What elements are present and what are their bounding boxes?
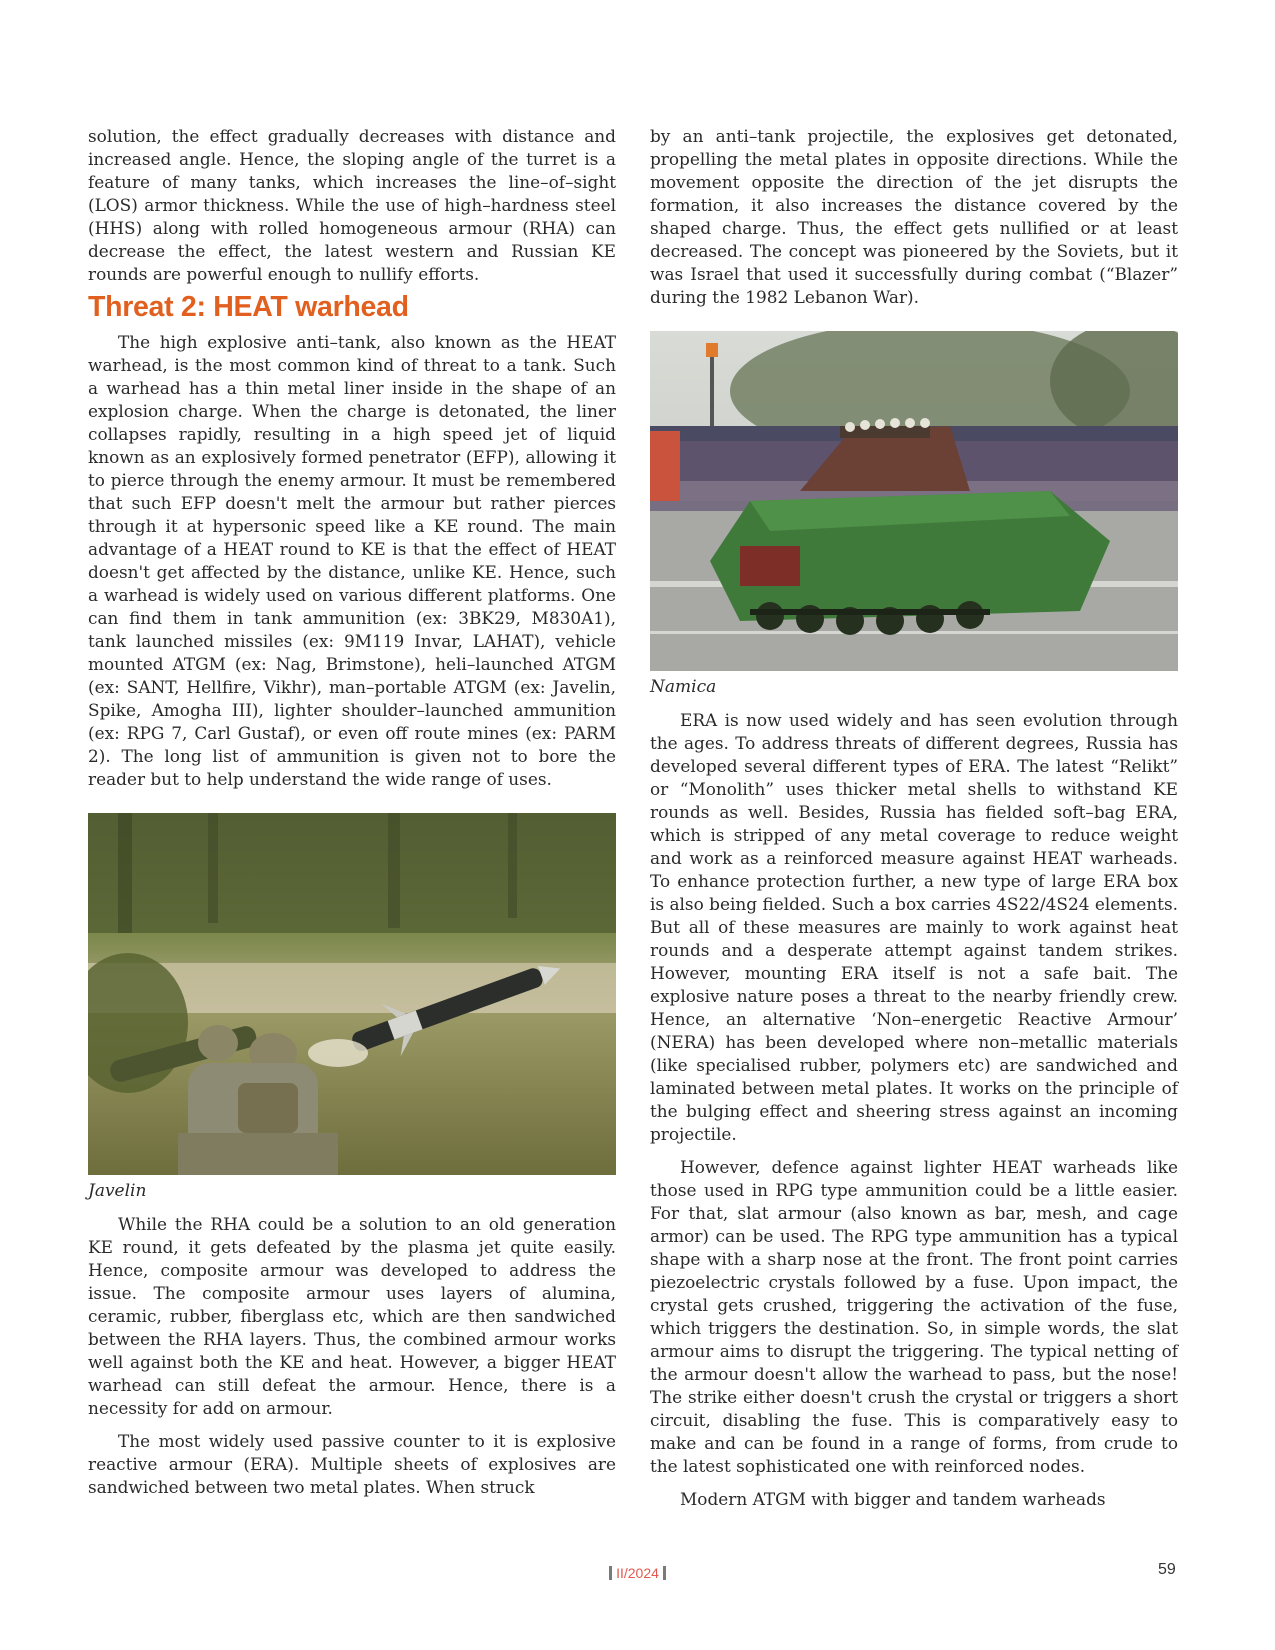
javelin-illustration (88, 813, 616, 1175)
paragraph-heat: The high explosive anti–tank, also known as the HEAT warhead, is the most common kind of threat to a tank. Such a warhead has a thin metal liner inside in the shape of an explosion charge. When the charge is detonated, the liner collapses rapidly, resulting in a high speed jet of liquid known as an explosively formed penetrator (EFP), allowing it to pierce through the enemy armour. It must be remembered that such EFP doesn't melt the armour but rather pierces through it at hypersonic speed like a KE round. The main advantage of a HEAT round to KE is that the effect of HEAT doesn't get affected by the distance, unlike KE. Hence, such a warhead is widely used on various different platforms. One can find them in tank ammunition (ex: 3BK29, M830A1), tank launched missiles (ex: 9M119 Invar, LAHAT), vehicle mounted ATGM (ex: Nag, Brimstone), heli–launched ATGM (ex: SANT, Hellfire, Vikhr), man–portable ATGM (ex: Javelin, Spike, Amogha III), lighter shoulder–launched ammunition (ex: RPG 7, Carl Gustaf), or even off route mines (ex: PARM 2). The long list of ammunition is given not to bore the reader but to help understand the wide range of uses. (88, 332, 616, 789)
paragraph-era-evolution: ERA is now used widely and has seen evolution through the ages. To address threats of different degrees, Russia has developed several different types of ERA. The latest “Relikt” or “Monolith” uses thicker metal shells to withstand KE rounds as well. Besides, Russia has fielded soft–bag ERA, which is stripped of any metal coverage to reduce weight and work as a reinforced measure against HEAT warheads. To enhance protection further, a new type of large ERA box is also being fielded. Such a box carries 4S22/4S24 elements. But all of these measures are mainly to work against heat rounds and a desperate attempt against tandem strikes. However, mounting ERA itself is not a safe bait. The explosive nature poses a threat to the nearby friendly crew. Hence, an alternative ‘Non–energetic Reactive Armour’ (NERA) has been developed where non–metallic materials (like specialised rubber, polymers etc) are sandwiched and laminated between metal plates. It works on the principle of the bulging effect and sheering stress against an incoming projectile. (650, 710, 1178, 1144)
divider (609, 1566, 612, 1580)
issue-text: II/2024 (616, 1565, 659, 1581)
paragraph-rha: While the RHA could be a solution to an old generation KE round, it gets defeated by the plasma jet quite easily. Hence, composite armour was developed to address the issue. The composite armour uses layers of alumina, ceramic, rubber, fiberglass etc, which are then sandwiched between the RHA layers. Thus, the combined armour works well against both the KE and heat. However, a bigger HEAT warhead can still defeat the armour. Hence, there is a necessity for add on armour. (88, 1214, 616, 1418)
figure-caption-namica: Namica (650, 677, 717, 697)
left-column (88, 125, 616, 1499)
section-heading: Threat 2: HEAT warhead (88, 291, 409, 323)
right-column (650, 125, 1178, 1511)
paragraph-atgm: Modern ATGM with bigger and tandem warheads (680, 1489, 1106, 1509)
paragraph-intro: solution, the effect gradually decreases with distance and increased angle. Hence, the sloping angle of the turret is a feature of many tanks, which increases the line–of–sight (LOS) armor thickness. While the use of high–hardness steel (HHS) along with rolled homogeneous armour (RHA) can decrease the effect, the latest western and Russian KE rounds are powerful enough to nullify efforts. (88, 126, 616, 284)
figure-caption-javelin: Javelin (88, 1181, 147, 1201)
javelin-photo (88, 813, 616, 1175)
namica-photo (650, 331, 1178, 671)
page-number: 59 (1158, 1561, 1176, 1578)
paragraph-era: The most widely used passive counter to it is explosive reactive armour (ERA). Multiple sheets of explosives are sandwiched between two metal plates. When struck (88, 1431, 616, 1497)
paragraph-slat: However, defence against lighter HEAT warheads like those used in RPG type ammunition could be a little easier. For that, slat armour (also known as bar, mesh, and cage armor) can be used. The RPG type ammunition has a typical shape with a sharp nose at the front. The front point carries piezoelectric crystals followed by a fuse. Upon impact, the crystal gets crushed, triggering the activation of the fuse, which triggers the destination. So, in simple words, the slat armour aims to disrupt the triggering. The typical netting of the armour doesn't allow the warhead to pass, but the nose! The strike either doesn't crush the crystal or triggers a short circuit, disabling the fuse. This is comparatively easy to make and can be found in a range of forms, from crude to the latest sophisticated one with reinforced nodes. (650, 1157, 1178, 1476)
divider (663, 1566, 666, 1580)
paragraph-continued: by an anti–tank projectile, the explosives get detonated, propelling the metal plates in opposite directions. While the movement opposite the direction of the jet disrupts the formation, it also increases the distance covered by the shaped charge. Thus, the effect gets nullified or at least decreased. The concept was pioneered by the Soviets, but it was Israel that used it successfully during combat (“Blazer” during the 1982 Lebanon War). (650, 126, 1178, 307)
namica-illustration (650, 331, 1178, 671)
issue-label (0, 1565, 1275, 1581)
